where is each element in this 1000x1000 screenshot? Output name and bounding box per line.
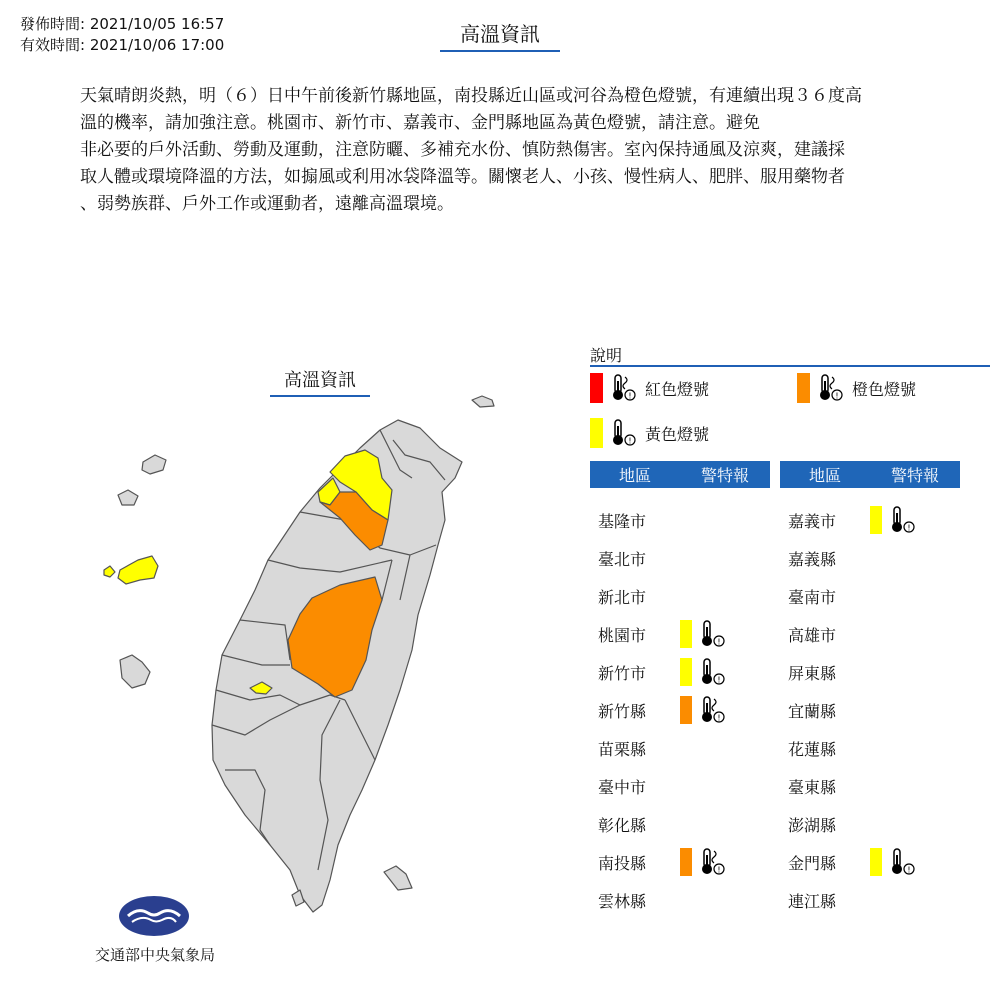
island: [384, 866, 412, 890]
table-row: [590, 729, 680, 767]
region-name: 臺南市: [788, 587, 837, 607]
table-row: [780, 615, 870, 653]
warning-indicator: [680, 695, 734, 725]
table-row: [590, 615, 734, 653]
column-header-warning: 警特報: [890, 466, 939, 485]
region-name: 澎湖縣: [788, 815, 837, 835]
region-name: 連江縣: [788, 891, 837, 911]
table-row: [780, 843, 924, 881]
region-name: 臺東縣: [788, 777, 837, 797]
legend-label: 紅色燈號: [645, 379, 710, 399]
warning-indicator: [870, 505, 924, 535]
svg-text:!: !: [835, 391, 839, 401]
yellow-swatch: [870, 848, 882, 876]
thermometer-icon: [698, 695, 726, 725]
island: [118, 490, 138, 505]
column-header-region: 地區: [808, 466, 841, 485]
thermometer-icon: [888, 847, 916, 877]
region-name: 彰化縣: [598, 815, 647, 835]
table-row: [590, 881, 680, 919]
svg-text:!: !: [717, 865, 721, 875]
thermometer-icon: [888, 505, 916, 535]
warning-indicator: [680, 847, 734, 877]
region-name: 臺中市: [598, 777, 647, 797]
orange-swatch: [797, 373, 810, 403]
table-row: [780, 805, 870, 843]
island: [472, 396, 494, 407]
table-row: [590, 653, 734, 691]
thermometer-icon: [698, 619, 726, 649]
warning-indicator: [680, 619, 734, 649]
table-header: [780, 461, 960, 488]
page-title: 高溫資訊: [440, 18, 560, 52]
region-name: 嘉義縣: [788, 549, 837, 569]
table-row: [780, 881, 870, 919]
region-name: 桃園市: [598, 625, 647, 645]
region-name: 嘉義市: [788, 511, 837, 531]
issued-time: 發佈時間: 2021/10/05 16:57: [20, 15, 225, 33]
svg-text:!: !: [907, 865, 911, 875]
yellow-swatch: [870, 506, 882, 534]
region-name: 新北市: [598, 587, 647, 607]
thermometer-icon: [698, 657, 726, 687]
region-name: 花蓮縣: [788, 739, 837, 759]
table-row: [780, 729, 870, 767]
table-row: [590, 577, 680, 615]
yellow-swatch: [680, 658, 692, 686]
cwb-logo: [118, 895, 190, 937]
table-row: [590, 843, 734, 881]
region-name: 屏東縣: [788, 663, 837, 683]
table-row: [780, 539, 870, 577]
table-row: [590, 767, 680, 805]
region-name: 新竹市: [598, 663, 647, 683]
region-kinmen: [118, 556, 158, 584]
red-swatch: [590, 373, 603, 403]
legend-label: 橙色燈號: [852, 379, 917, 399]
region-name: 新竹縣: [598, 701, 647, 721]
column-header-warning: 警特報: [700, 466, 749, 485]
region-name: 宜蘭縣: [788, 701, 837, 721]
timestamps: [20, 14, 224, 56]
description-line: 取人體或環境降溫的方法，如搧風或利用冰袋降溫等。關懷老人、小孩、慢性病人、肥胖、服用藥物者: [80, 167, 845, 187]
table-row: [780, 767, 870, 805]
region-name: 苗栗縣: [598, 739, 647, 759]
table-row: [780, 577, 870, 615]
svg-text:!: !: [717, 637, 721, 647]
thermometer-icon: [816, 373, 844, 403]
column-header-region: 地區: [618, 466, 651, 485]
thermometer-icon: [698, 847, 726, 877]
table-header: [590, 461, 770, 488]
table-left: [590, 461, 770, 488]
table-row: [590, 501, 680, 539]
warning-indicator: [870, 847, 924, 877]
thermometer-icon: [609, 373, 637, 403]
table-row: [780, 501, 924, 539]
table-row: [590, 539, 680, 577]
island: [120, 655, 150, 688]
legend-heading: 說明: [590, 343, 990, 367]
table-row: [780, 691, 870, 729]
region-name: 南投縣: [598, 853, 647, 873]
warning-indicator: [680, 657, 734, 687]
thermometer-icon: [609, 418, 637, 448]
orange-swatch: [680, 848, 692, 876]
legend-item-yellow: [590, 418, 709, 448]
legend-label: 黃色燈號: [645, 424, 710, 444]
table-row: [780, 653, 870, 691]
table-row: [590, 805, 680, 843]
region-name: 雲林縣: [598, 891, 647, 911]
description-line: 、弱勢族群、戶外工作或運動者，遠離高溫環境。: [80, 194, 454, 214]
svg-text:!: !: [628, 391, 632, 401]
description: [80, 83, 930, 218]
table-right: [780, 461, 960, 488]
taiwan-map: [95, 360, 515, 940]
table-row: [590, 691, 734, 729]
island: [142, 455, 166, 474]
svg-text:!: !: [717, 675, 721, 685]
region-name: 金門縣: [788, 853, 837, 873]
map-title: 高溫資訊: [270, 366, 370, 397]
region-kinmen-small: [104, 566, 115, 577]
svg-text:!: !: [628, 436, 632, 446]
legend-item-red: [590, 373, 709, 403]
yellow-swatch: [590, 418, 603, 448]
svg-text:!: !: [717, 713, 721, 723]
orange-swatch: [680, 696, 692, 724]
valid-time: 有效時間: 2021/10/06 17:00: [20, 36, 225, 54]
region-name: 臺北市: [598, 549, 647, 569]
agency-name: 交通部中央氣象局: [94, 946, 215, 964]
region-name: 高雄市: [788, 625, 837, 645]
region-name: 基隆市: [598, 511, 647, 531]
legend-item-orange: [797, 373, 916, 403]
description-line: 非必要的戶外活動、勞動及運動，注意防曬、多補充水份、慎防熱傷害。室內保持通風及涼爽，建議採: [80, 140, 845, 160]
svg-text:!: !: [907, 523, 911, 533]
description-line: 天氣晴朗炎熱，明（６）日中午前後新竹縣地區，南投縣近山區或河谷為橙色燈號，有連續出現３６度高: [80, 86, 862, 106]
description-line: 溫的機率，請加強注意。桃園市、新竹市、嘉義市、金門縣地區為黃色燈號，請注意。避免: [80, 113, 760, 133]
yellow-swatch: [680, 620, 692, 648]
